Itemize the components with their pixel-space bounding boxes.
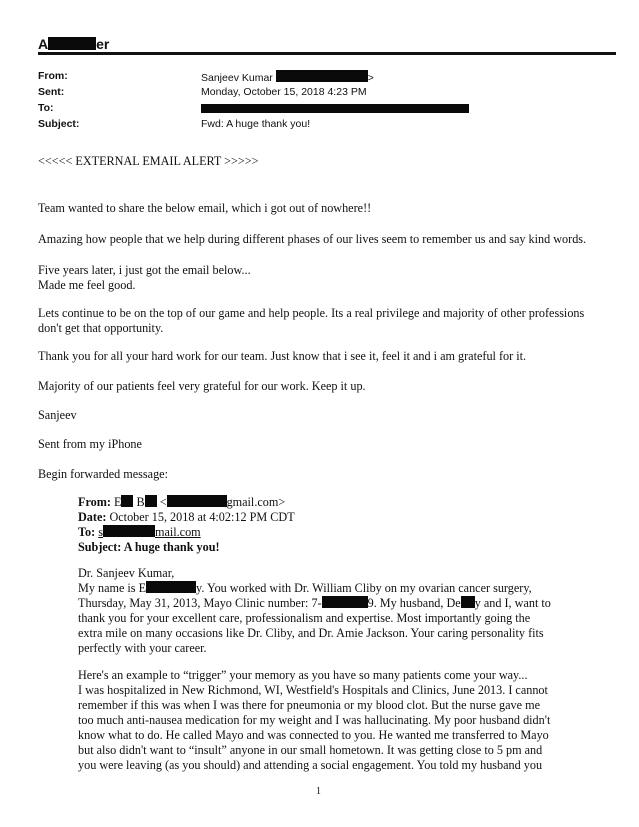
fwd-date-value: October 15, 2018 at 4:02:12 PM CDT — [109, 510, 295, 524]
sent-from-line: Sent from my iPhone — [38, 437, 142, 451]
sent-value: Monday, October 15, 2018 4:23 PM — [201, 86, 367, 98]
letter-line: remember if this was when I was there for pneumonia or my blood clot. But the nurse gave me — [78, 698, 540, 712]
letter-line — [78, 581, 532, 597]
letter-line: perfectly with your career. — [78, 641, 207, 655]
to-label: To: — [38, 102, 54, 114]
header-rule — [38, 52, 616, 55]
fwd-date-label: Date: — [78, 510, 107, 524]
letter-line: you were leaving (as you should) and attending a social engagement. You told my husband you — [78, 758, 543, 772]
fwd-from-b: B — [136, 495, 145, 509]
subject-label: Subject: — [38, 118, 80, 130]
letter-line — [78, 596, 551, 612]
body-paragraph: don't get that opportunity. — [38, 321, 164, 335]
fwd-from-label: From: — [78, 495, 111, 509]
document-title — [38, 36, 109, 52]
fwd-date-line — [78, 510, 295, 526]
letter-line: but also didn't want to “insult” anyone in our small hometown. It was getting close to 5 pm and — [78, 743, 543, 757]
body-paragraph: Five years later, i just got the email below... — [38, 263, 251, 277]
from-label: From: — [38, 70, 68, 82]
body-paragraph: Amazing how people that we help during different phases of our lives seem to remember us and say kind words. — [38, 232, 587, 246]
page-number: 1 — [316, 786, 321, 797]
title-fragment: er — [96, 36, 110, 52]
letter-line: Here's an example to “trigger” your memory as you have so many patients come your way... — [78, 668, 528, 682]
fwd-from-lt: < — [159, 495, 167, 509]
to-value-redacted — [201, 104, 469, 113]
redaction-block — [322, 596, 368, 608]
fwd-from-e: E — [114, 495, 122, 509]
letter-text: y. You worked with Dr. William Cliby on my ovarian cancer surgery, — [196, 581, 532, 595]
fwd-to-line — [78, 525, 201, 541]
fwd-from-email: gmail.com> — [226, 495, 286, 509]
from-tail: > — [367, 72, 374, 84]
body-paragraph: Lets continue to be on the top of our game and help people. Its a real privilege and majority of other professions — [38, 306, 585, 320]
from-name: Sanjeev Kumar — [201, 72, 273, 84]
redaction-block — [276, 70, 368, 82]
from-value — [201, 70, 374, 84]
fwd-from-line — [78, 495, 285, 511]
begin-forwarded: Begin forwarded message: — [38, 467, 168, 481]
sent-label: Sent: — [38, 86, 65, 98]
body-paragraph: Majority of our patients feel very grateful for our work. Keep it up. — [38, 379, 366, 393]
letter-greeting: Dr. Sanjeev Kumar, — [78, 566, 175, 580]
redaction-block — [167, 495, 227, 507]
body-paragraph: Made me feel good. — [38, 278, 136, 292]
redaction-block — [121, 495, 133, 507]
letter-text: y and I, want to — [474, 596, 551, 610]
letter-line: thank you for your excellent care, professionalism and expertise. Most importantly going the — [78, 611, 531, 625]
redaction-block — [145, 495, 157, 507]
redaction-block — [103, 525, 155, 537]
letter-line: I was hospitalized in New Richmond, WI, Westfield's Hospitals and Clinics, June 2013. I cannot — [78, 683, 548, 697]
signature: Sanjeev — [38, 408, 77, 422]
fwd-to-label: To: — [78, 525, 96, 539]
fwd-subject-label: Subject: — [78, 540, 122, 554]
external-alert: <<<<< EXTERNAL EMAIL ALERT >>>>> — [38, 154, 259, 168]
redaction-block — [461, 596, 475, 608]
letter-line: too much anti-nausea medication for my weight and I was hallucinating. My poor husband didn't — [78, 713, 551, 727]
redaction-block — [48, 37, 96, 50]
fwd-to-s: s — [98, 525, 103, 539]
letter-text: 9. My husband, De — [367, 596, 461, 610]
body-paragraph: Team wanted to share the below email, which i got out of nowhere!! — [38, 201, 372, 215]
fwd-subject-value: A huge thank you! — [123, 540, 220, 554]
letter-text: Thursday, May 31, 2013, Mayo Clinic number: 7- — [78, 596, 322, 610]
title-prefix: A — [38, 36, 49, 52]
letter-line: extra mile on many occasions like Dr. Cliby, and Dr. Amie Jackson. Your caring personality fits — [78, 626, 544, 640]
letter-text: My name is E — [78, 581, 147, 595]
redaction-block — [146, 581, 196, 593]
subject-value: Fwd: A huge thank you! — [201, 118, 311, 130]
letter-line: know what to do. He called Mayo and was connected to you. He wanted me transferred to Mayo — [78, 728, 549, 742]
fwd-to-tail: mail.com — [154, 525, 201, 539]
fwd-to-email[interactable] — [98, 525, 200, 539]
fwd-subject-line — [78, 540, 220, 556]
body-paragraph: Thank you for all your hard work for our team. Just know that i see it, feel it and i am grateful for it. — [38, 349, 527, 363]
